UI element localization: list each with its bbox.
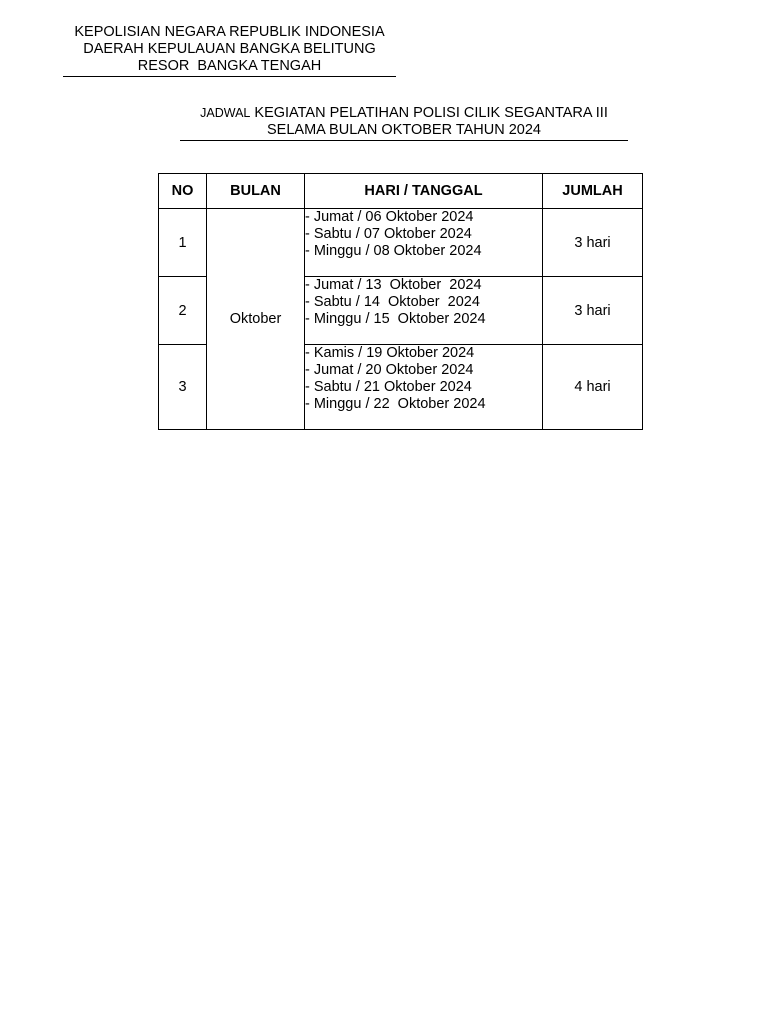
date-line: - Sabtu / 21 Oktober 2024	[305, 379, 472, 395]
row-jumlah: 3 hari	[543, 277, 643, 345]
document-title	[180, 105, 628, 141]
table-header-row	[159, 174, 643, 209]
letterhead-line-2: DAERAH KEPULAUAN BANGKA BELITUNG	[83, 41, 376, 57]
row-no: 3	[159, 345, 207, 430]
title-line-1	[180, 105, 628, 122]
title-main: KEGIATAN PELATIHAN POLISI CILIK SEGANTARA III	[250, 105, 608, 121]
letterhead-line-3: RESOR BANGKA TENGAH	[137, 58, 322, 74]
date-line: - Minggu / 08 Oktober 2024	[305, 243, 482, 259]
bulan-cell: Oktober	[207, 209, 305, 430]
row-jumlah: 3 hari	[543, 209, 643, 277]
letterhead	[63, 24, 396, 77]
schedule-table	[158, 173, 643, 430]
date-line: - Jumat / 13 Oktober 2024	[305, 277, 482, 293]
date-line: - Minggu / 15 Oktober 2024	[305, 311, 486, 327]
date-line: - Sabtu / 07 Oktober 2024	[305, 226, 472, 242]
date-line: - Jumat / 20 Oktober 2024	[305, 362, 474, 378]
row-jumlah: 4 hari	[543, 345, 643, 430]
header-hari-tanggal: HARI / TANGGAL	[305, 174, 543, 209]
row-dates	[305, 277, 543, 345]
row-no: 2	[159, 277, 207, 345]
title-prefix: JADWAL	[200, 106, 251, 120]
row-no: 1	[159, 209, 207, 277]
date-line: - Jumat / 06 Oktober 2024	[305, 209, 474, 225]
row-dates	[305, 209, 543, 277]
header-jumlah: JUMLAH	[543, 174, 643, 209]
date-line: - Kamis / 19 Oktober 2024	[305, 345, 475, 361]
row-dates	[305, 345, 543, 430]
date-line: - Sabtu / 14 Oktober 2024	[305, 294, 480, 310]
header-bulan: BULAN	[207, 174, 305, 209]
title-line-2: SELAMA BULAN OKTOBER TAHUN 2024	[267, 122, 541, 138]
letterhead-line-1: KEPOLISIAN NEGARA REPUBLIK INDONESIA	[74, 24, 385, 40]
header-no: NO	[159, 174, 207, 209]
table-row	[159, 209, 643, 277]
date-line: - Minggu / 22 Oktober 2024	[305, 396, 486, 412]
